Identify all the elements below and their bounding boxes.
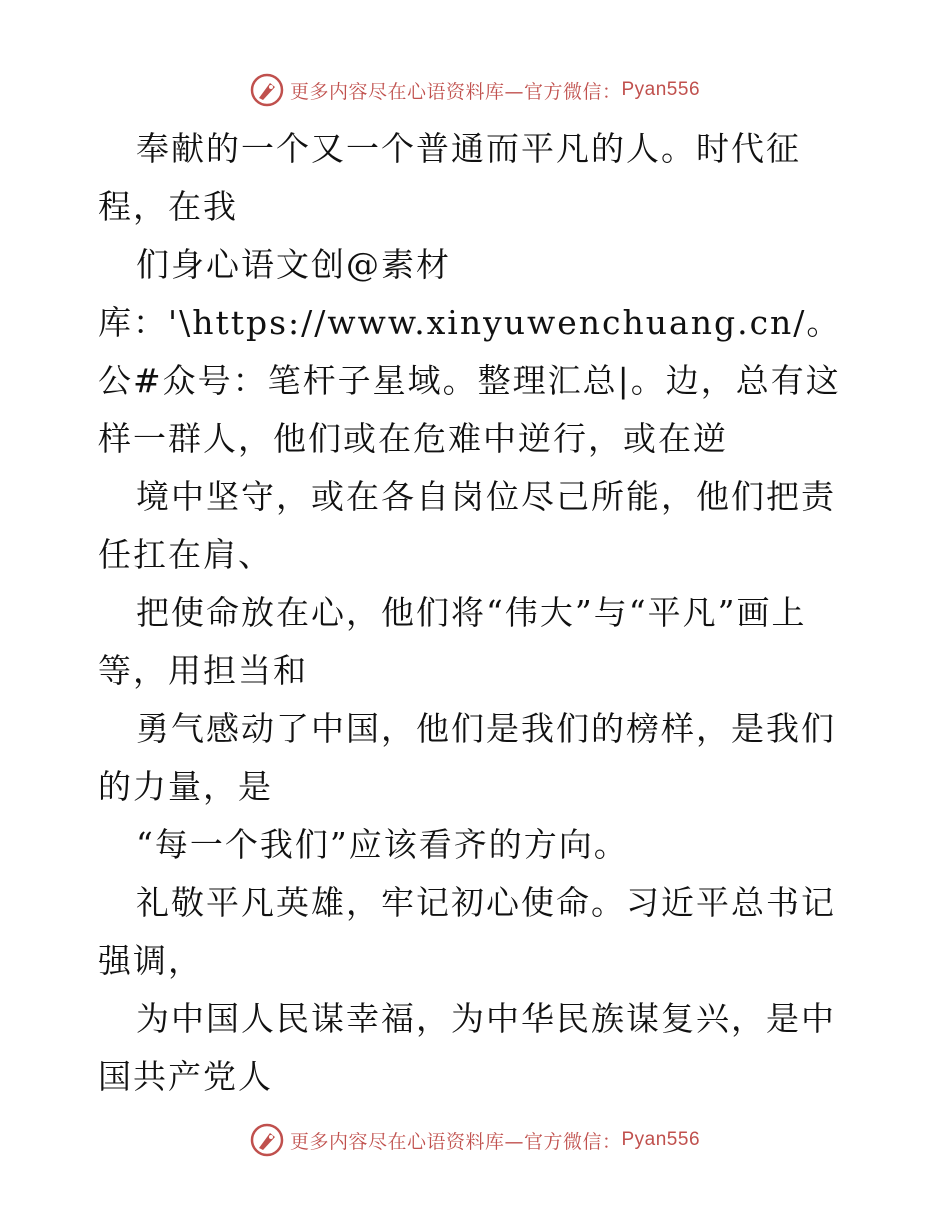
watermark-wechat-id: Pyan556: [621, 1129, 701, 1150]
pen-nib-logo-icon: [250, 1123, 284, 1157]
pen-nib-logo-icon: [250, 73, 284, 107]
paragraph: 为中国人民谋幸福，为中华民族谋复兴，是中国共产党人: [98, 999, 836, 1096]
footer-watermark: [0, 1120, 950, 1160]
watermark-text: 更多内容尽在心语资料库—官方微信：: [289, 80, 622, 103]
paragraph: 勇气感动了中国，他们是我们的榜样，是我们的力量，是: [98, 709, 836, 806]
paragraph: 境中坚守，或在各自岗位尽己所能，他们把责任扛在肩、: [98, 477, 836, 574]
watermark-text: 更多内容尽在心语资料库—官方微信：: [289, 1130, 622, 1153]
paragraph: 奉献的一个又一个普通而平凡的人。时代征程，在我: [98, 129, 801, 226]
paragraph: 礼敬平凡英雄，牢记初心使命。习近平总书记强调，: [98, 883, 836, 980]
watermark-wechat-id: Pyan556: [621, 79, 701, 100]
paragraph: 把使命放在心，他们将“伟大”与“平凡”画上等，用担当和: [98, 593, 807, 690]
paragraph: “每一个我们”应该看齐的方向。: [136, 825, 629, 864]
document-body: [98, 120, 858, 1106]
paragraph: 们身心语文创@素材库：'\https://www.xinyuwenchuang.cn/。公#众号：笔杆子星域。整理汇总|。边，总有这样一群人，他们或在危难中逆行，或在逆: [98, 245, 842, 458]
header-watermark: [0, 70, 950, 110]
